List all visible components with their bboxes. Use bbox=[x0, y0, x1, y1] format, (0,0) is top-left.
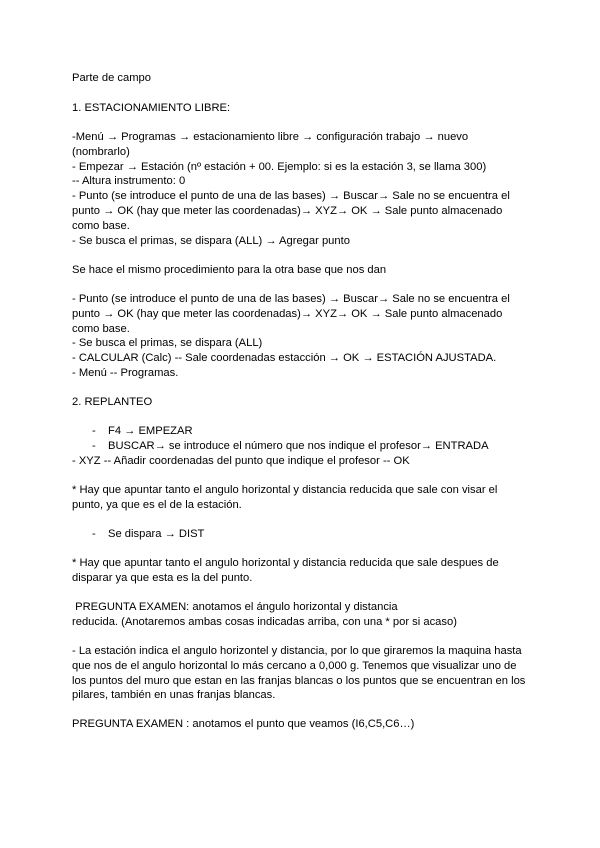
text-line: reducida. (Anotaremos ambas cosas indicadas arriba, con una * por si acaso) bbox=[72, 615, 457, 628]
section-1-heading: 1. ESTACIONAMIENTO LIBRE: bbox=[72, 102, 231, 114]
text-line: - CALCULAR (Calc) -- Sale coordenadas estacción → OK → ESTACIÓN AJUSTADA. bbox=[72, 352, 497, 365]
list-item: - F4 → EMPEZAR bbox=[92, 425, 193, 437]
bullet-list-1 bbox=[92, 424, 532, 454]
text-line: * Hay que apuntar tanto el angulo horizontal y distancia reducida que sale con visar el bbox=[72, 484, 498, 496]
text-line: -Menú → Programas → estacionamiento libre → configuración trabajo → nuevo bbox=[72, 131, 469, 143]
list-item: - Se dispara → DIST bbox=[92, 528, 205, 540]
section-2-heading: 2. REPLANTEO bbox=[72, 396, 153, 408]
note-station bbox=[72, 483, 530, 513]
paragraph-steps-1 bbox=[72, 130, 530, 248]
text-line: - Punto (se introduce el punto de una de las bases) → Buscar→ Sale no se encuentra el bbox=[72, 190, 510, 203]
text-line: punto, ya que es el de la estación. bbox=[72, 498, 242, 511]
list-item: - BUSCAR→ se introduce el número que nos indique el profesor→ ENTRADA bbox=[92, 439, 489, 452]
exam-question-1 bbox=[72, 600, 530, 630]
text-line: pilares, también en unas franjas blancas. bbox=[72, 689, 276, 702]
paragraph-same-procedure: Se hace el mismo procedimiento para la otra base que nos dan bbox=[72, 264, 387, 276]
xyz-line: - XYZ -- Añadir coordenadas del punto que indique el profesor -- OK bbox=[72, 455, 410, 467]
text-line: PREGUNTA EXAMEN: anotamos el ángulo horizontal y distancia bbox=[72, 601, 398, 613]
text-line: punto → OK (hay que meter las coordenadas)→ XYZ→ OK → Sale punto almacenado bbox=[72, 307, 503, 320]
paragraph-station-angle bbox=[72, 644, 530, 703]
text-line: - Se busca el primas, se dispara (ALL) bbox=[72, 337, 263, 350]
text-line: - Se busca el primas, se dispara (ALL) → Agregar punto bbox=[72, 234, 350, 247]
text-line: como base. bbox=[72, 322, 130, 335]
text-line: * Hay que apuntar tanto el angulo horizontal y distancia reducida que sale despues de bbox=[72, 557, 499, 569]
document-title: Parte de campo bbox=[72, 72, 151, 84]
text-line: - Menú -- Programas. bbox=[72, 366, 179, 379]
paragraph-steps-2 bbox=[72, 292, 530, 381]
text-line: punto → OK (hay que meter las coordenadas)→ XYZ→ OK → Sale punto almacenado bbox=[72, 204, 503, 217]
text-line: disparar ya que esta es la del punto. bbox=[72, 571, 253, 584]
bullet-list-2 bbox=[92, 527, 532, 542]
text-line: los puntos del muro que estan en las franjas blancas o los puntos que se encuentran en los bbox=[72, 674, 526, 687]
text-line: -- Altura instrumento: 0 bbox=[72, 175, 186, 188]
note-point bbox=[72, 556, 530, 586]
exam-question-2: PREGUNTA EXAMEN : anotamos el punto que veamos (I6,C5,C6…) bbox=[72, 718, 415, 730]
text-line: - La estación indica el angulo horizontel y distancia, por lo que giraremos la maquina hasta bbox=[72, 645, 522, 657]
text-line: (nombrarlo) bbox=[72, 145, 130, 158]
text-line: - Empezar → Estación (nº estación + 00. Ejemplo: si es la estación 3, se llama 300) bbox=[72, 160, 487, 173]
text-line: que nos de el angulo horizontal lo más cercano a 0,000 g. Tenemos que visualizar uno de bbox=[72, 659, 517, 672]
text-line: como base. bbox=[72, 219, 130, 232]
text-line: - Punto (se introduce el punto de una de las bases) → Buscar→ Sale no se encuentra el bbox=[72, 293, 510, 305]
